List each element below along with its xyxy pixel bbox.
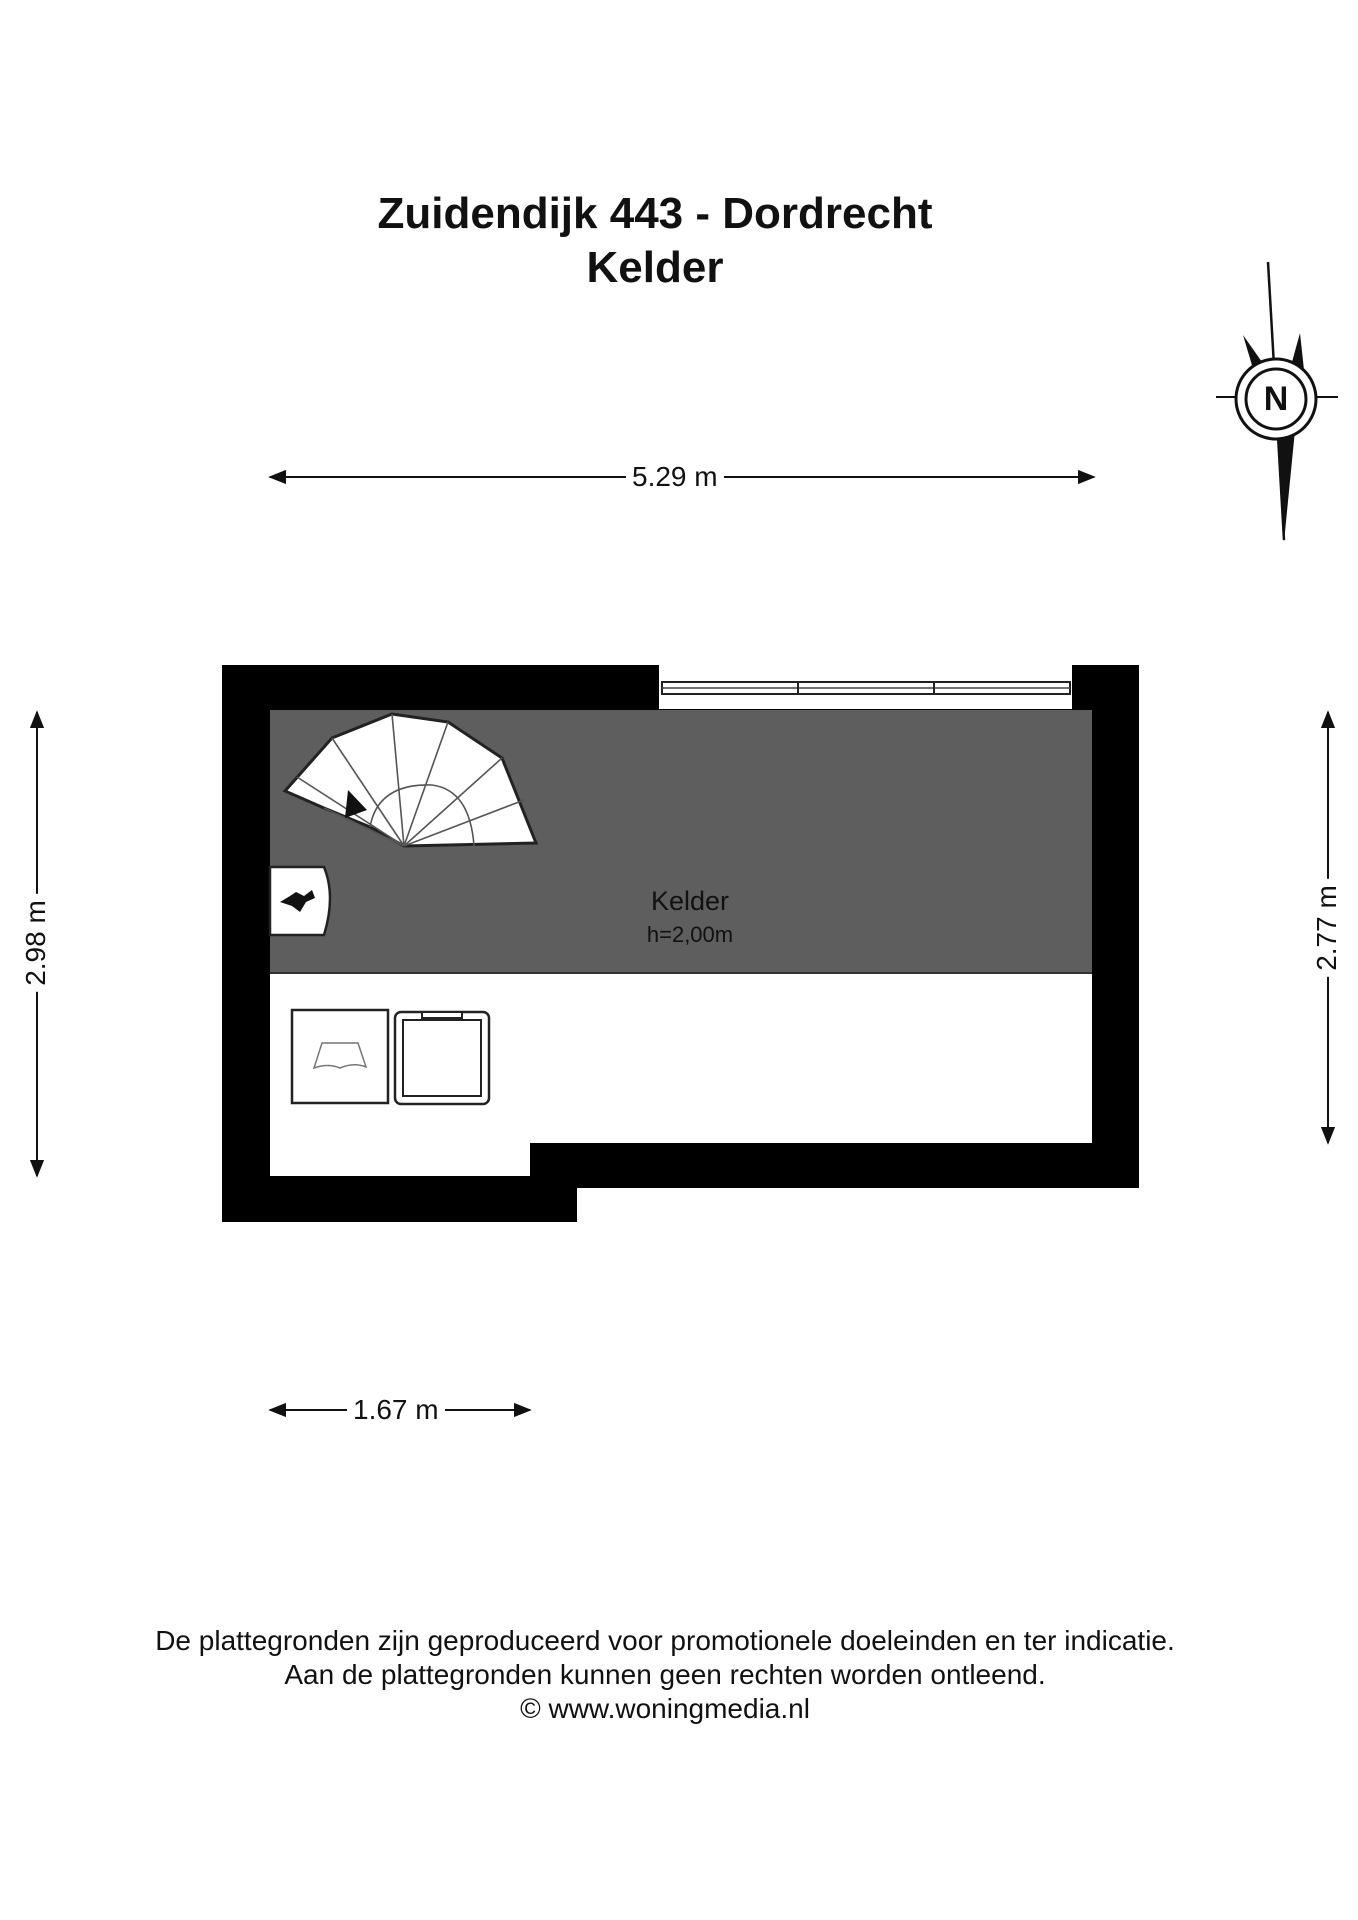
window (659, 681, 1072, 709)
dimension-bottom-width: 1.67 m (347, 1394, 445, 1426)
washing-machine (292, 1010, 388, 1103)
page-title: Zuidendijk 443 - Dordrecht (377, 189, 933, 238)
dimension-top-width: 5.29 m (626, 461, 724, 493)
boiler-unit (270, 867, 330, 935)
disclaimer-line-1: De plattegronden zijn geproduceerd voor promotionele doeleinden en ter indicatie. (155, 1625, 1175, 1656)
disclaimer-line-2: Aan de plattegronden kunnen geen rechten worden ontleend. (284, 1659, 1046, 1690)
dimension-right-height: 2.77 m (1311, 879, 1343, 977)
compass-letter: N (1263, 380, 1289, 418)
room-name: Kelder (650, 886, 730, 916)
dimension-left-height: 2.98 m (20, 894, 52, 992)
dryer (395, 1012, 489, 1104)
disclaimer (0, 1624, 1330, 1726)
floor-title: Kelder (586, 243, 724, 292)
copyright-link[interactable]: © www.woningmedia.nl (520, 1693, 810, 1724)
room-height: h=2,00m (646, 922, 734, 947)
